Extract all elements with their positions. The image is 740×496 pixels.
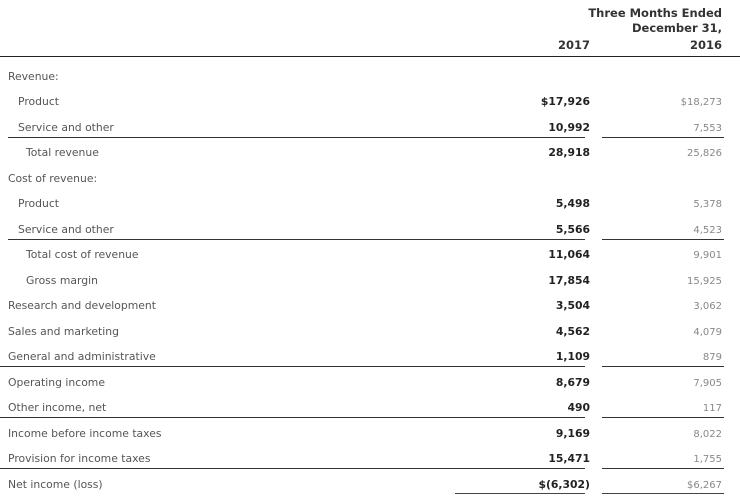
table-row-cost-service — [0, 214, 740, 240]
value-2017: 15,471 — [548, 452, 590, 465]
table-row-gross-margin — [0, 265, 740, 291]
value-2016: 879 — [702, 352, 722, 363]
value-2016: 25,826 — [687, 148, 722, 159]
value-2017: 17,854 — [548, 273, 590, 287]
value-2017: $(6,302) — [538, 477, 590, 491]
value-2017: 5,498 — [555, 197, 590, 210]
period-header-line1: Three Months Ended — [588, 6, 722, 20]
table-row-revenue-heading — [0, 61, 740, 87]
table-row-cost-heading — [0, 163, 740, 189]
row-label: Total cost of revenue — [26, 248, 139, 261]
value-2017: 490 — [567, 401, 590, 414]
table-row-net-income — [0, 469, 740, 495]
table-row-total-cost — [0, 240, 740, 266]
value-2017: 5,566 — [555, 222, 590, 236]
row-label: Total revenue — [26, 146, 99, 159]
period-header-line2: December 31, — [631, 21, 722, 35]
row-label: Cost of revenue: — [8, 171, 98, 185]
value-2017: 3,504 — [555, 299, 590, 312]
row-label: Service and other — [18, 120, 114, 134]
row-label: Service and other — [18, 222, 114, 236]
value-2017: $17,926 — [540, 95, 590, 108]
row-label: Provision for income taxes — [8, 452, 151, 465]
value-2016: 4,079 — [693, 326, 722, 338]
period-header — [522, 6, 722, 36]
value-2016: $18,273 — [680, 97, 722, 108]
table-row-income-before-taxes — [0, 418, 740, 444]
value-2017: 28,918 — [548, 146, 590, 159]
table-row-total-revenue — [0, 138, 740, 164]
table-row-other-income — [0, 393, 740, 419]
row-label: Research and development — [8, 299, 156, 312]
table-row-provision-taxes — [0, 444, 740, 470]
value-2016: 15,925 — [687, 275, 722, 287]
bottom-rule-2016 — [602, 493, 724, 494]
value-2017: 8,679 — [555, 375, 590, 389]
table-row-sales-marketing — [0, 316, 740, 342]
table-row-revenue-product — [0, 87, 740, 113]
value-2016: 4,523 — [693, 224, 722, 236]
value-2016: 117 — [702, 403, 722, 414]
table-row-general-admin — [0, 342, 740, 368]
column-header-2017: 2017 — [557, 38, 590, 52]
value-2016: 7,553 — [693, 122, 722, 134]
row-label: Gross margin — [26, 273, 98, 287]
value-2016: 5,378 — [693, 199, 722, 210]
row-label: Product — [18, 95, 59, 108]
bottom-rule-2017 — [455, 493, 585, 494]
header-divider — [0, 56, 740, 57]
row-label: Revenue: — [8, 69, 59, 83]
column-header-2016: 2016 — [689, 38, 722, 52]
value-2017: 4,562 — [555, 324, 590, 338]
value-2016: $6,267 — [687, 479, 722, 491]
table-row-operating-income — [0, 367, 740, 393]
value-2017: 10,992 — [548, 120, 590, 134]
table-row-cost-product — [0, 189, 740, 215]
value-2016: 7,905 — [693, 377, 722, 389]
table-row-research — [0, 291, 740, 317]
row-label: Product — [18, 197, 59, 210]
value-2016: 8,022 — [693, 428, 722, 440]
value-2016: 3,062 — [693, 301, 722, 312]
table-row-revenue-service — [0, 112, 740, 138]
row-label: Net income (loss) — [8, 477, 103, 491]
value-2017: 11,064 — [548, 248, 590, 261]
row-label: Income before income taxes — [8, 426, 162, 440]
row-label: General and administrative — [8, 350, 156, 363]
value-2017: 1,109 — [555, 350, 590, 363]
row-label: Other income, net — [8, 401, 107, 414]
row-label: Operating income — [8, 375, 105, 389]
value-2017: 9,169 — [555, 426, 590, 440]
row-label: Sales and marketing — [8, 324, 119, 338]
value-2016: 9,901 — [693, 250, 722, 261]
value-2016: 1,755 — [693, 454, 722, 465]
